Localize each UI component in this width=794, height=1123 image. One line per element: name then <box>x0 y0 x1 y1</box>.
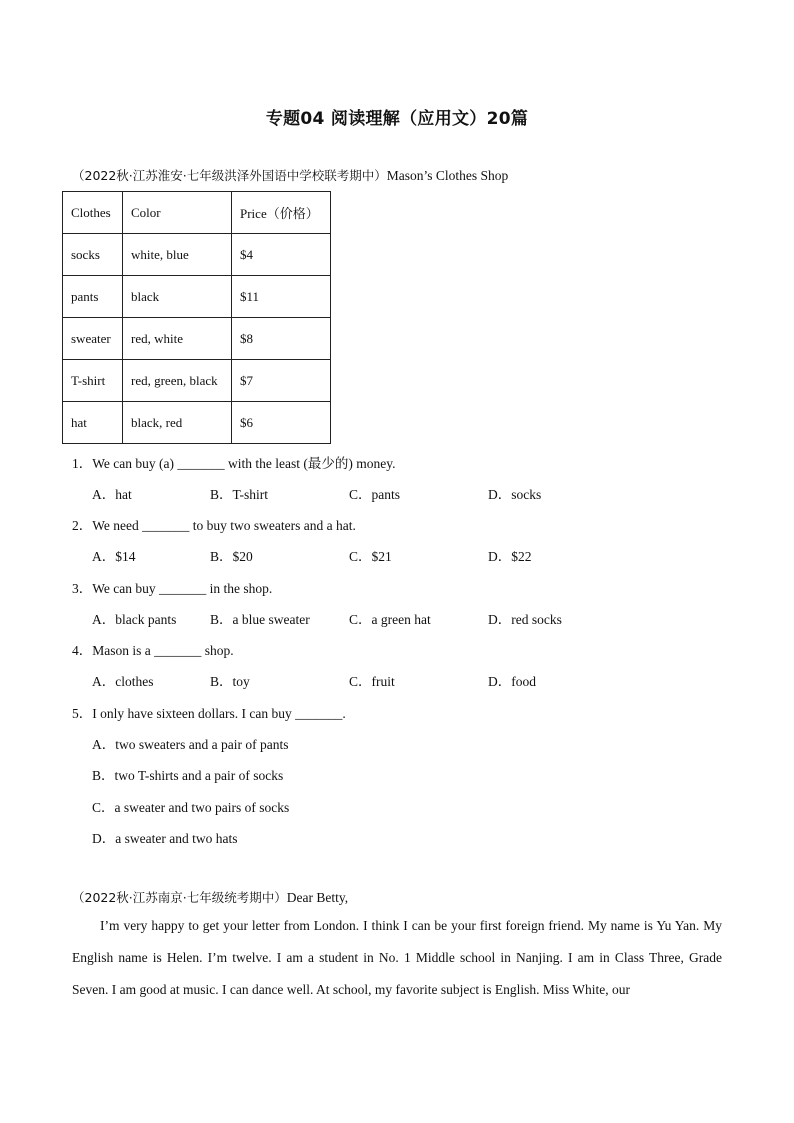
passage2-body <box>72 910 722 1006</box>
question-3-option-d[interactable]: D．red socks <box>488 612 562 627</box>
question-2-option-d[interactable]: D．$22 <box>488 549 532 564</box>
question-4-stem: 4．Mason is a _______ shop. <box>72 643 234 658</box>
table-cell: $11 <box>232 276 331 318</box>
table-cell: black, red <box>123 402 232 444</box>
question-2-stem: 2．We need _______ to buy two sweaters and a hat. <box>72 518 356 533</box>
table-row <box>63 318 331 360</box>
question-5-option-b[interactable]: B．two T-shirts and a pair of socks <box>92 768 284 783</box>
table-cell: $8 <box>232 318 331 360</box>
table-header-cell: Color <box>123 192 232 234</box>
passage1-source: （2022秋·江苏淮安·七年级洪泽外国语中学校联考期中） <box>72 168 387 183</box>
passage2-body-text: I’m very happy to get your letter from London. I think I can be your first foreign friend. My name is Yu Yan. My English name is Helen. I’m twelve. I am a student in No. 1 Middle school in Nanjing. I am in Class Three, Grade Seven. I am good at music. I can dance well. At school, my favorite subject is English. Miss White, our <box>72 918 722 997</box>
question-3-option-a[interactable]: A．black pants <box>92 612 177 627</box>
question-5-option-d[interactable]: D．a sweater and two hats <box>92 831 238 846</box>
question-5-option-c[interactable]: C．a sweater and two pairs of socks <box>92 800 290 815</box>
question-1-option-d[interactable]: D．socks <box>488 487 542 502</box>
page-title: 专题04 阅读理解（应用文）20篇 <box>265 109 529 129</box>
table-cell: $6 <box>232 402 331 444</box>
table-header-cell: Clothes <box>63 192 123 234</box>
table-cell: red, green, black <box>123 360 232 402</box>
table-row <box>63 234 331 276</box>
question-2-option-b[interactable]: B．$20 <box>210 549 253 564</box>
question-1-option-b[interactable]: B．T-shirt <box>210 487 269 502</box>
question-4-option-d[interactable]: D．food <box>488 674 536 689</box>
table-row <box>63 360 331 402</box>
table-cell: pants <box>63 276 123 318</box>
table-header-row <box>63 192 331 234</box>
table-cell: sweater <box>63 318 123 360</box>
table-cell: T-shirt <box>63 360 123 402</box>
question-2-option-a[interactable]: A．$14 <box>92 549 136 564</box>
question-1-stem: 1．We can buy (a) _______ with the least (最少的) money. <box>72 456 396 471</box>
passage1-source-line <box>72 166 508 184</box>
table-row <box>63 402 331 444</box>
question-5-stem: 5．I only have sixteen dollars. I can buy _______. <box>72 706 346 721</box>
question-5-option-a[interactable]: A．two sweaters and a pair of pants <box>92 737 289 752</box>
table-cell: black <box>123 276 232 318</box>
question-1-option-c[interactable]: C．pants <box>349 487 401 502</box>
question-2-option-c[interactable]: C．$21 <box>349 549 392 564</box>
table-cell: $4 <box>232 234 331 276</box>
question-4-option-a[interactable]: A．clothes <box>92 674 154 689</box>
question-3-option-b[interactable]: B．a blue sweater <box>210 612 310 627</box>
question-3-option-c[interactable]: C．a green hat <box>349 612 431 627</box>
passage2-source: （2022秋·江苏南京·七年级统考期中） <box>72 890 287 905</box>
passage1-heading: Mason’s Clothes Shop <box>386 168 509 183</box>
price-table <box>62 191 331 444</box>
question-3-stem: 3．We can buy _______ in the shop. <box>72 581 273 596</box>
question-4-option-b[interactable]: B．toy <box>210 674 250 689</box>
table-cell: white, blue <box>123 234 232 276</box>
table-cell: red, white <box>123 318 232 360</box>
table-cell: $7 <box>232 360 331 402</box>
passage2-greeting: Dear Betty, <box>286 890 349 905</box>
question-4-option-c[interactable]: C．fruit <box>349 674 395 689</box>
table-cell: socks <box>63 234 123 276</box>
table-cell: hat <box>63 402 123 444</box>
table-header-cell: Price（价格） <box>232 192 331 234</box>
passage2-source-line <box>72 888 348 906</box>
table-row <box>63 276 331 318</box>
question-1-option-a[interactable]: A．hat <box>92 487 132 502</box>
